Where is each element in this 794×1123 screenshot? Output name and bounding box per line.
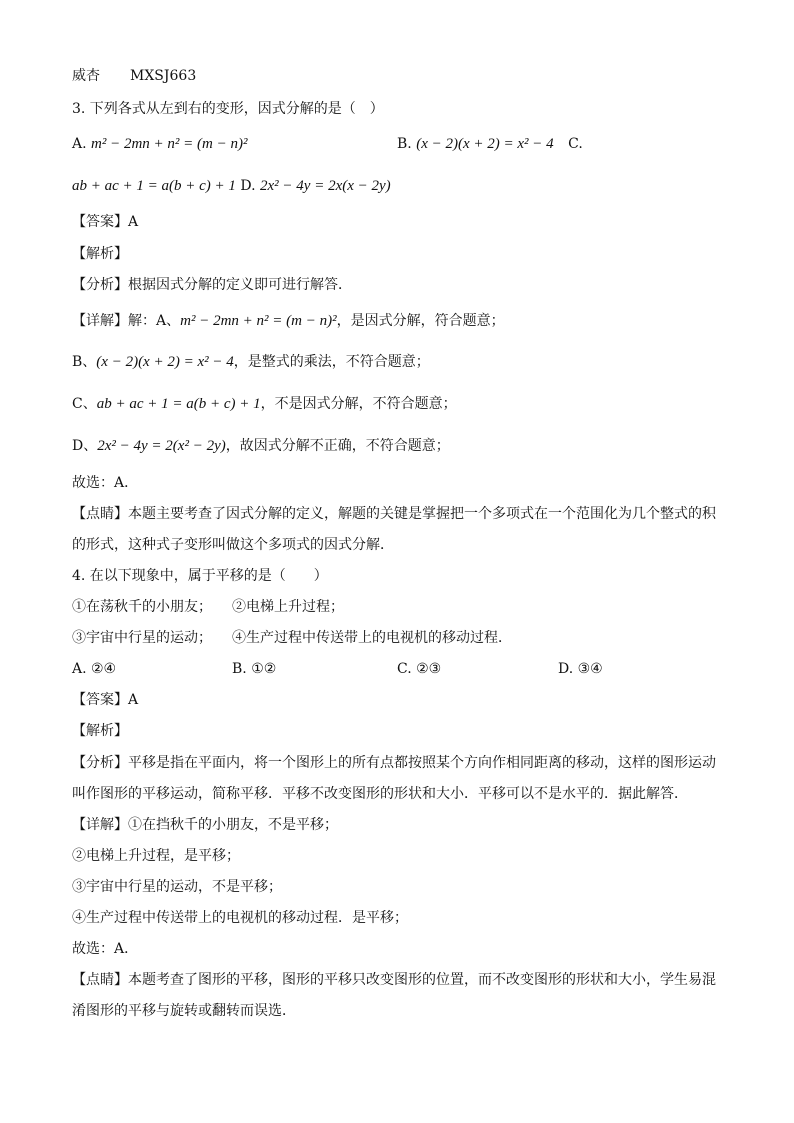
q4-dianjing-1: 【点睛】本题考查了图形的平移，图形的平移只改变图形的位置，而不改变图形的形状和大小，学生易混	[72, 972, 716, 988]
q3-xiangjie-d-math: 2x² − 4y = 2(x² − 2y)	[97, 438, 226, 454]
q4-xiangjie-3: ③宇宙中行星的运动，不是平移；	[72, 879, 282, 895]
q3-option-a-math: m² − 2mn + n² = (m − n)²	[91, 136, 248, 152]
q3-dianjing-1: 【点睛】本题主要考查了因式分解的定义，解题的关键是掌握把一个多项式在一个范围化为几个整式的积	[72, 506, 716, 522]
q4-items-row1	[72, 597, 692, 617]
q3-answer: 【答案】A	[72, 214, 139, 230]
q3-xiangjie-c-math: ab + ac + 1 = a(b + c) + 1	[96, 396, 261, 412]
q3-xiangjie-b-suffix: ，是整式的乘法，不符合题意；	[233, 354, 430, 370]
q3-xiangjie-b	[72, 352, 430, 372]
q3-option-b-label: B.	[397, 136, 412, 152]
q4-stem: 4. 在以下现象中，属于平移的是（ ）	[72, 568, 328, 584]
q3-xiangjie-d	[72, 436, 450, 456]
q3-option-b	[397, 134, 583, 154]
q3-xiangjie-a-suffix: ，是因式分解，符合题意；	[336, 313, 505, 329]
author-label: 威杏	[72, 68, 100, 84]
q4-option-a: A. ②④	[72, 661, 117, 677]
q3-option-c-label: C.	[568, 136, 583, 152]
q3-fenxi: 【分析】根据因式分解的定义即可进行解答．	[72, 277, 352, 293]
doc-code: MXSJ663	[130, 68, 197, 84]
q3-option-b-math: (x − 2)(x + 2) = x² − 4	[416, 136, 554, 152]
q3-xiangjie-a-prefix: 【详解】解：A、	[72, 313, 181, 329]
q4-option-d: D. ③④	[558, 661, 603, 677]
q4-xiangjie-4: ④生产过程中传送带上的电视机的移动过程．是平移；	[72, 910, 408, 926]
q4-answer: 【答案】A	[72, 692, 139, 708]
q4-item-4: ④生产过程中传送带上的电视机的移动过程．	[232, 630, 512, 646]
q3-xiangjie-b-prefix: B、	[72, 354, 97, 370]
q3-choice: 故选：A．	[72, 475, 139, 491]
q4-item-1: ①在荡秋千的小朋友；	[72, 599, 212, 615]
q4-fenxi-1: 【分析】平移是指在平面内，将一个图形上的所有点都按照某个方向作相同距离的移动，这样的图形运动	[72, 755, 716, 771]
q4-choice: 故选：A．	[72, 941, 139, 957]
q4-option-b: B. ①②	[232, 661, 277, 677]
q4-item-3: ③宇宙中行星的运动；	[72, 630, 212, 646]
q3-stem: 3. 下列各式从左到右的变形，因式分解的是（ ）	[72, 101, 384, 117]
q4-xiangjie-2: ②电梯上升过程，是平移；	[72, 848, 240, 864]
q3-options-row1	[72, 134, 672, 154]
q3-xiangjie-b-math: (x − 2)(x + 2) = x² − 4	[96, 354, 234, 370]
q3-option-d-label: D.	[240, 178, 256, 194]
doc-header	[72, 66, 196, 86]
q4-dianjing-2: 淆图形的平移与旋转或翻转而误选．	[72, 1003, 296, 1019]
q4-option-c: C. ②③	[397, 661, 442, 677]
q3-xiangjie-c	[72, 394, 457, 414]
q3-options-row2	[72, 176, 391, 196]
q4-analysis-title: 【解析】	[72, 723, 128, 739]
q3-xiangjie-d-prefix: D、	[72, 438, 98, 454]
q4-options	[72, 659, 692, 679]
q3-xiangjie-a	[72, 311, 505, 331]
q3-option-c-math: ab + ac + 1 = a(b + c) + 1	[72, 178, 236, 194]
q4-item-2: ②电梯上升过程；	[232, 599, 344, 615]
q3-xiangjie-c-prefix: C、	[72, 396, 97, 412]
q3-xiangjie-d-suffix: ，故因式分解不正确，不符合题意；	[225, 438, 450, 454]
q3-dianjing-2: 的形式，这种式子变形叫做这个多项式的因式分解．	[72, 537, 394, 553]
q3-option-d-math: 2x² − 4y = 2x(x − 2y)	[260, 178, 391, 194]
q3-analysis-title: 【解析】	[72, 246, 128, 262]
q4-xiangjie-1: 【详解】①在挡秋千的小朋友，不是平移；	[72, 817, 338, 833]
q4-items-row2	[72, 628, 692, 648]
q3-xiangjie-a-math: m² − 2mn + n² = (m − n)²	[180, 313, 337, 329]
q3-xiangjie-c-suffix: ，不是因式分解，不符合题意；	[260, 396, 457, 412]
q3-option-a-label: A.	[72, 136, 87, 152]
q4-fenxi-2: 叫作图形的平移运动，简称平移．平移不改变图形的形状和大小．平移可以不是水平的．据此解答．	[72, 786, 688, 802]
